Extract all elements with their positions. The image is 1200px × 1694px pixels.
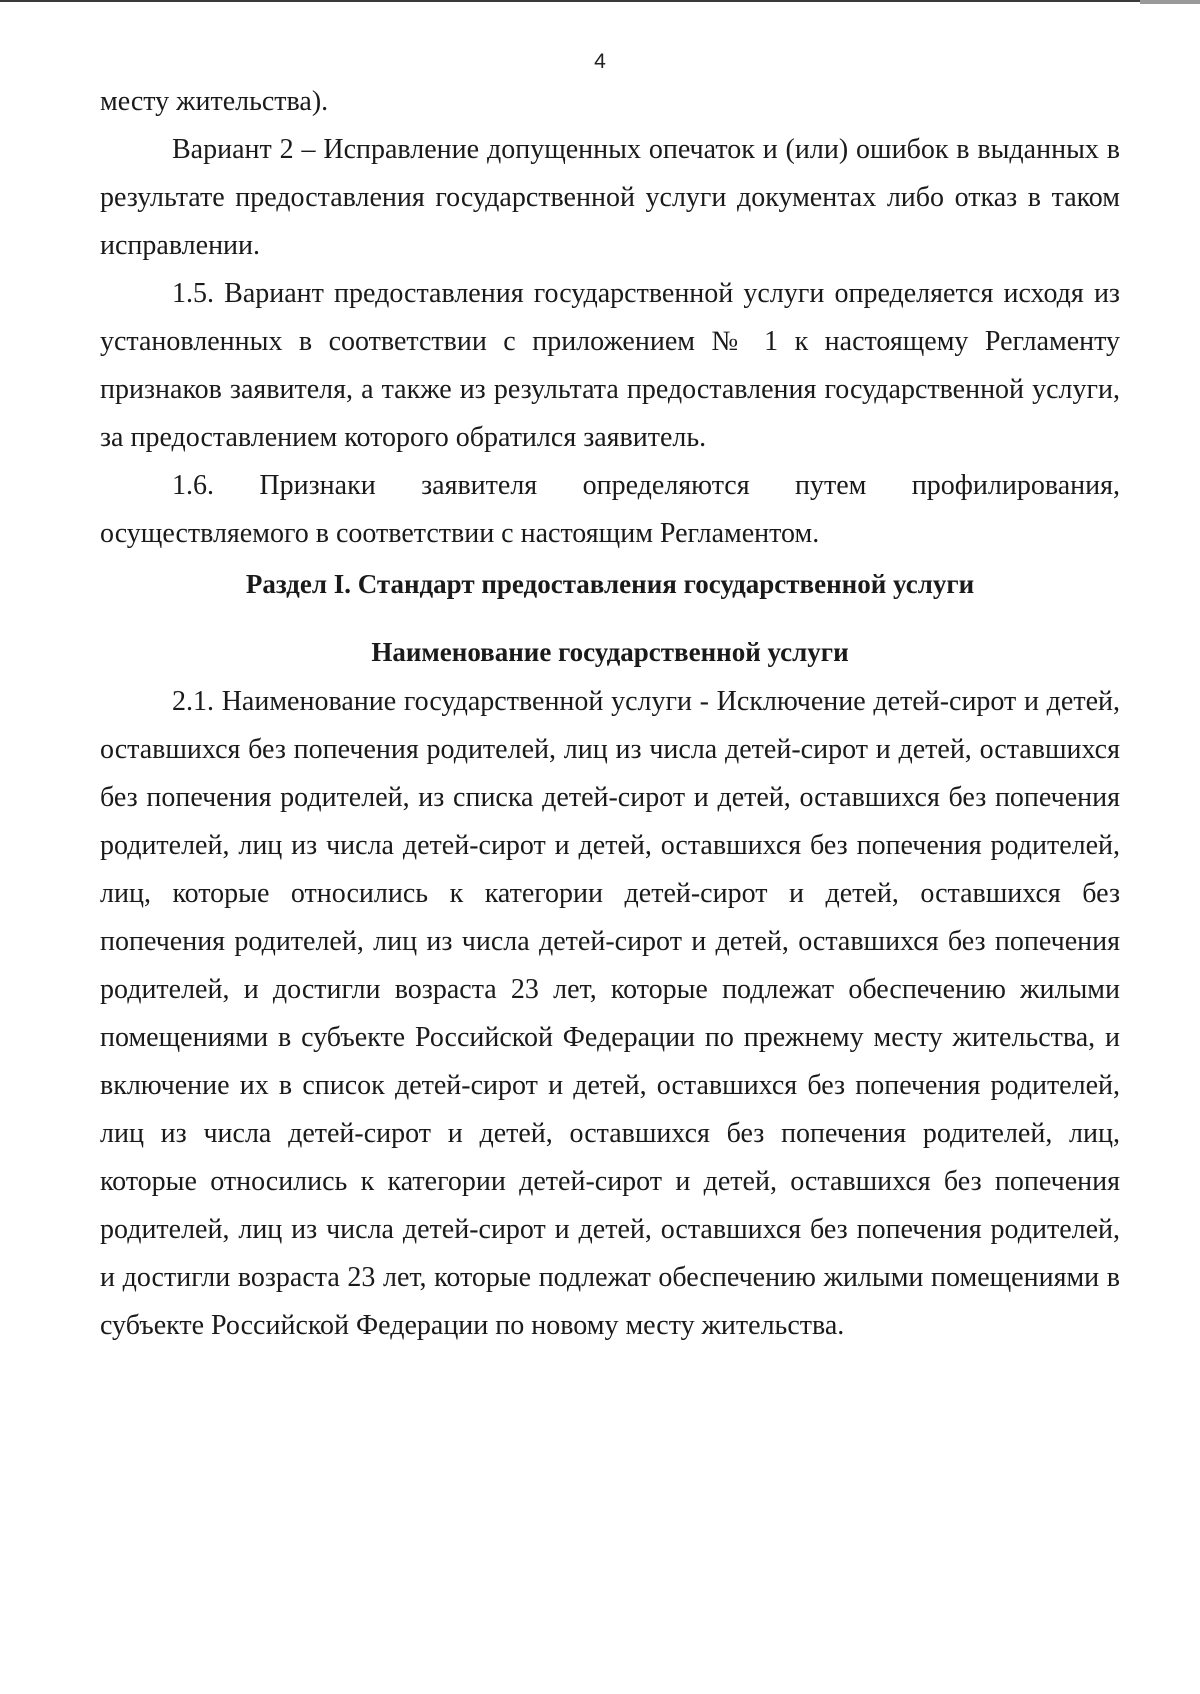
scan-corner-mark [1140, 0, 1200, 4]
paragraph-2-1: 2.1. Наименование государственной услуги - Исключение детей-сирот и детей, оставшихся без попечения родителей, лиц из числа детей-сирот и детей, оставшихся без попечения родителей, из списка детей-сирот и детей, оставшихся без попечения родителей, лиц из числа детей-сирот и детей, оставшихся без попечения родителей, лиц, которые относились к категории детей-сирот и детей, оставшихся без попечения родителей, лиц из числа детей-сирот и детей, оставшихся без попечения родителей, и достигли возраста 23 лет, которые подлежат обеспечению жилыми помещениями в субъекте Российской Федерации по прежнему месту жительства, и включение их в список детей-сирот и детей, оставшихся без попечения родителей, лиц из числа детей-сирот и детей, оставшихся без попечения родителей, лиц, которые относились к категории детей-сирот и детей, оставшихся без попечения родителей, лиц из числа детей-сирот и детей, оставшихся без попечения родителей, и достигли возраста 23 лет, которые подлежат обеспечению жилыми помещениями в субъекте Российской Федерации по новому месту жительства. [100, 686, 1120, 1341]
subsection-heading: Наименование государственной услуги [371, 637, 849, 667]
paragraph-variant-2: Вариант 2 – Исправление допущенных опечаток и (или) ошибок в выданных в результате предоставления государственной услуги документах либо отказ в таком исправлении. [100, 134, 1120, 261]
document-body [100, 78, 1120, 1350]
paragraph-1-5: 1.5. Вариант предоставления государственной услуги определяется исходя из установленных в соответствии с приложением № 1 к настоящему Регламенту признаков заявителя, а также из результата предоставления государственной услуги, за предоставлением которого обратился заявитель. [100, 278, 1120, 453]
page-number: 4 [594, 50, 606, 73]
section-heading: Раздел I. Стандарт предоставления государственной услуги [245, 569, 975, 599]
paragraph-continuation: месту жительства). [100, 86, 329, 117]
paragraph-1-6: 1.6. Признаки заявителя определяются путем профилирования, осуществляемого в соответствии с настоящим Регламентом. [100, 470, 1120, 549]
page-top-edge [0, 0, 1200, 2]
